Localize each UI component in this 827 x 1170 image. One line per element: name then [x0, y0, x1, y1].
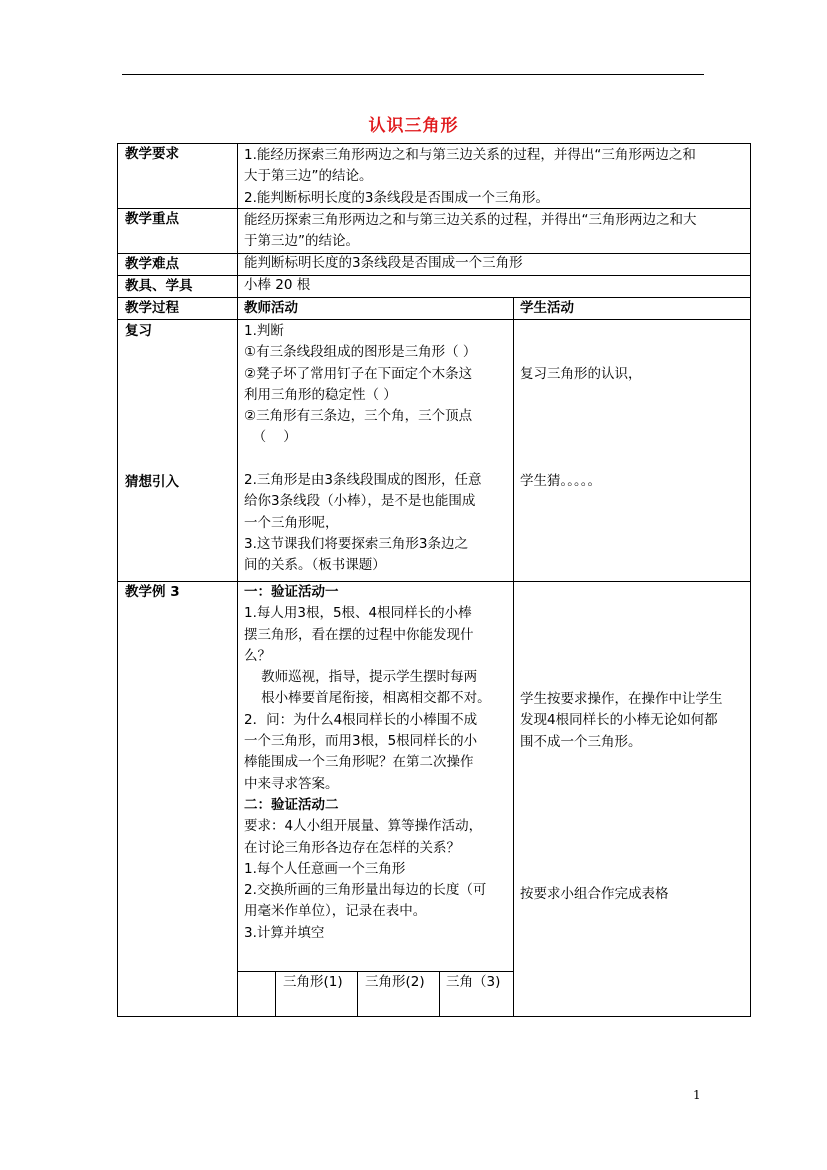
tools-text: 小棒 20 根 [244, 277, 311, 293]
process-label: 教学过程 [125, 300, 179, 316]
col-divider [513, 297, 514, 1017]
review-line: 间的关系。（板书课题） [244, 557, 386, 574]
row-divider [117, 297, 751, 298]
page-number: 1 [693, 1088, 701, 1102]
example-student-line: 学生按要求操作，在操作中让学生 [520, 691, 723, 707]
example-line: 3.计算并填空 [244, 924, 325, 941]
activity-one-heading: 一：验证活动一 [244, 584, 339, 600]
example-line: 用毫米作单位），记录在表中。 [244, 903, 427, 920]
mini-table-header: 三角（3) [446, 974, 501, 990]
row-divider [117, 319, 751, 320]
requirements-line: 2.能判断标明长度的3条线段是否围成一个三角形。 [244, 189, 549, 206]
inner-col-divider [357, 971, 358, 1017]
key-points-text [244, 210, 697, 253]
example-line: 教师巡视，指导，提示学生摆时每两 [244, 669, 478, 686]
review-line: ①有三条线段组成的图形是三角形（ ） [244, 344, 477, 361]
example-line: 么？ [244, 647, 271, 664]
key-points-line: 能经历探索三角形两边之和与第三边关系的过程，并得出“三角形两边之和大 [244, 212, 697, 228]
example-line: 1.每个人任意画一个三角形 [244, 860, 406, 877]
requirements-label: 教学要求 [125, 146, 179, 162]
page-title: 认识三角形 [368, 116, 459, 136]
review-line: （ ） [244, 429, 297, 446]
requirements-text [244, 145, 696, 209]
student-activity-header: 学生活动 [520, 300, 574, 316]
inner-col-divider [275, 971, 276, 1017]
example-line: 要求：4人小组开展量、算等操作活动， [244, 818, 483, 835]
example-student-text [520, 689, 723, 753]
example-line: 摆三角形，看在摆的过程中你能发现什 [244, 626, 474, 643]
review-line: ②凳子坏了常用钉子在下面定个木条这 [244, 365, 473, 382]
difficulty-label: 教学难点 [125, 256, 179, 272]
review-line: 1.判断 [244, 323, 284, 339]
example-line: 2．问：为什么4根同样长的小棒围不成 [244, 711, 478, 728]
activity-two-heading: 二：验证活动二 [244, 796, 339, 813]
mini-table-header: 三角形(1) [283, 974, 343, 990]
review-line: 2.三角形是由3条线段围成的图形，任意 [244, 472, 482, 489]
review-teacher-text [244, 321, 481, 577]
row-divider [117, 275, 751, 276]
example-line: 在讨论三角形各边存在怎样的关系？ [244, 839, 460, 856]
review-line [244, 449, 481, 470]
example-line: 2.交换所画的三角形量出每边的长度（可 [244, 882, 487, 899]
example-line: 一个三角形，而用3根，5根同样长的小 [244, 733, 478, 750]
example-teacher-text [244, 582, 491, 944]
review-student-text: 复习三角形的认识， [520, 366, 642, 382]
inner-col-divider [439, 971, 440, 1017]
key-points-label: 教学重点 [125, 211, 179, 227]
tools-label: 教具、学具 [125, 278, 193, 294]
example-line: 棒能围成一个三角形呢？在第二次操作 [244, 754, 474, 771]
review-label: 复习 [125, 323, 152, 339]
example-line: 根小棒要首尾衔接，相离相交都不对。 [244, 690, 491, 707]
guess-label: 猜想引入 [125, 474, 179, 490]
mini-table-header: 三角形(2) [365, 974, 425, 990]
example-student-line: 围不成一个三角形。 [520, 733, 642, 750]
example-line: 1.每人用3根，5根、4根同样长的小棒 [244, 605, 472, 622]
header-rule [122, 74, 704, 75]
col-divider [237, 143, 238, 1017]
example-label: 教学例 3 [125, 584, 180, 600]
key-points-line: 于第三边”的结论。 [244, 233, 359, 250]
guess-student-text: 学生猜。。。。。 [520, 473, 601, 489]
example-student-task: 按要求小组合作完成表格 [520, 886, 669, 902]
teacher-activity-header: 教师活动 [244, 300, 298, 316]
requirements-line: 1.能经历探索三角形两边之和与第三边关系的过程，并得出“三角形两边之和 [244, 147, 696, 163]
example-student-line: 发现4根同样长的小棒无论如何都 [520, 712, 718, 729]
example-line: 中来寻求答案。 [244, 775, 339, 792]
review-line: 利用三角形的稳定性（ ） [244, 386, 397, 403]
review-line: 一个三角形呢， [244, 514, 339, 531]
review-line: 给你3条线段（小棒），是不是也能围成 [244, 493, 476, 510]
requirements-line: 大于第三边”的结论。 [244, 168, 373, 185]
review-line: 3.这节课我们将要探索三角形3条边之 [244, 535, 468, 552]
review-line: ②三角形有三条边，三个角，三个顶点 [244, 408, 473, 425]
difficulty-text: 能判断标明长度的3条线段是否围成一个三角形 [244, 255, 523, 271]
